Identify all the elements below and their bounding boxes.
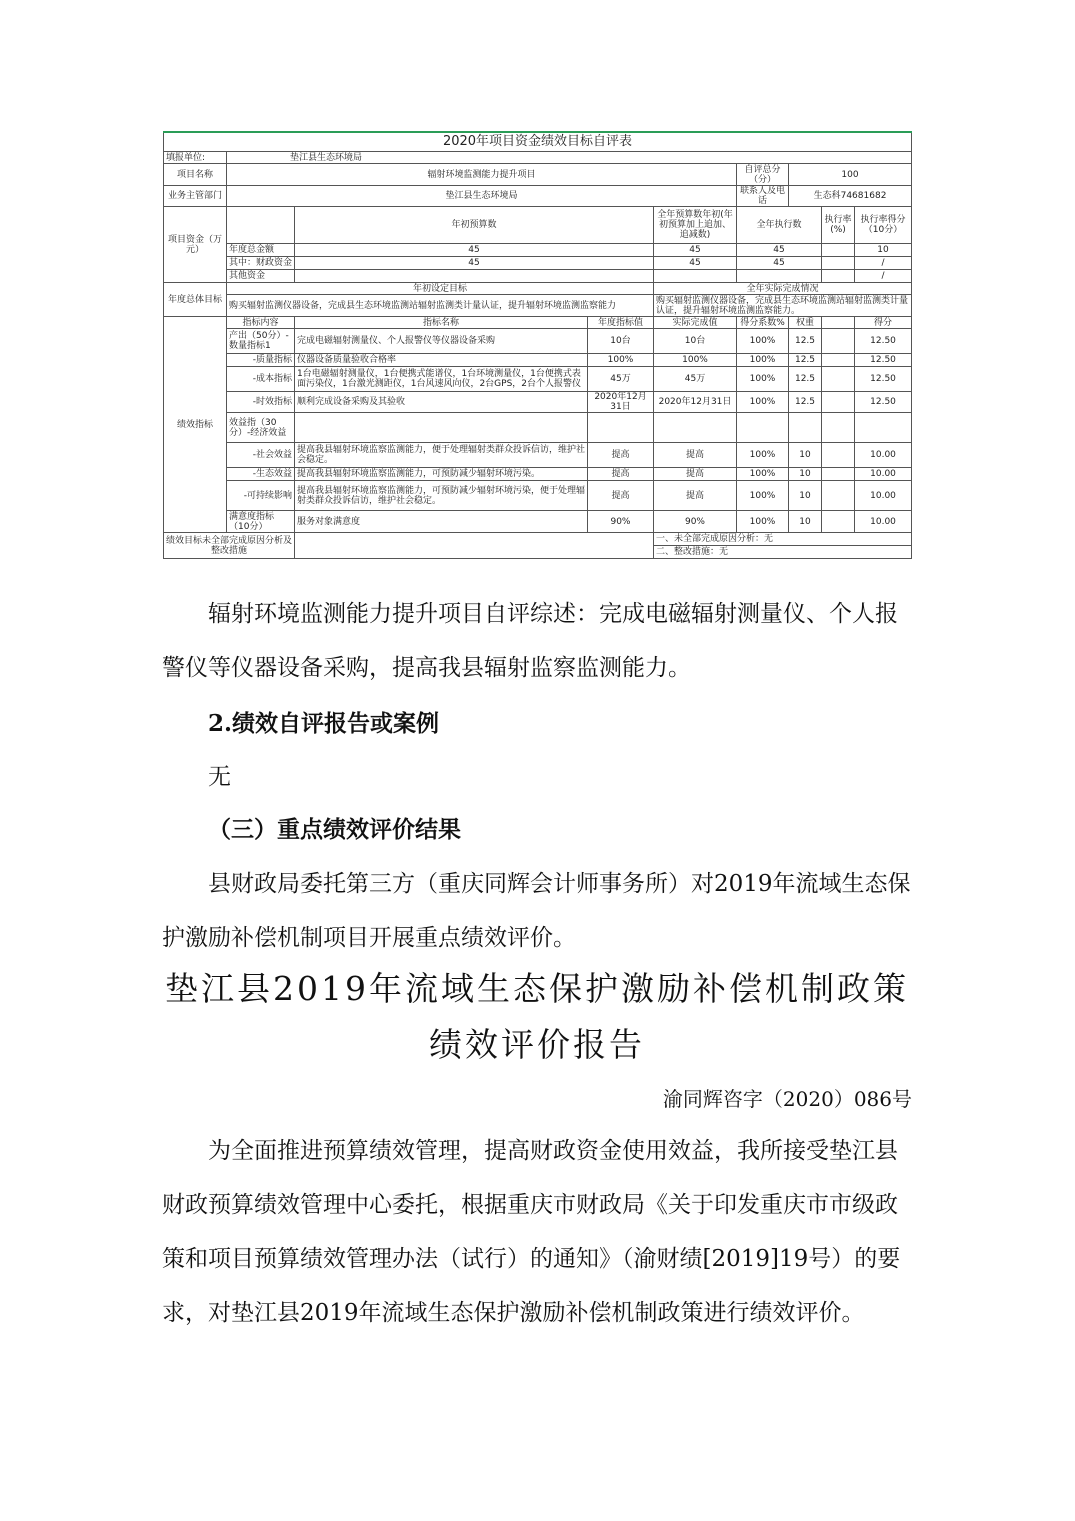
indicator-score: 10.00 (855, 443, 912, 468)
indicator-row (164, 468, 912, 481)
indicator-actual: 提高 (654, 468, 737, 481)
indicator-score: 12.50 (855, 329, 912, 354)
indicator-row (164, 511, 912, 533)
fund-exec: 45 (737, 244, 822, 257)
indicator-coefficient: 100% (737, 511, 789, 533)
dept-value: 垫江县生态环境局 (227, 186, 737, 207)
indicator-header-row (164, 317, 912, 329)
fund-rate (822, 244, 855, 257)
score-value: 100 (789, 164, 912, 186)
indicator-score: 12.50 (855, 392, 912, 413)
indicator-target: 100% (588, 354, 654, 367)
indicator-category: -可持续影响 (227, 481, 295, 511)
indicator-name: 1台电磁辐射测量仪，1台便携式能谱仪，1台环境测量仪，1台便携式表面污染仪，1台激光测距仪，1台风速风向仪，2台GPS，2台个人报警仪 (295, 367, 588, 392)
indicator-actual: 45万 (654, 367, 737, 392)
indicator-target: 90% (588, 511, 654, 533)
indicator-actual (654, 413, 737, 443)
indicator-actual: 提高 (654, 443, 737, 468)
indicator-score: 12.50 (855, 354, 912, 367)
fund-score: / (855, 270, 912, 283)
indicator-name: 顺利完成设备采购及其验收 (295, 392, 588, 413)
project-label: 项目名称 (164, 164, 227, 186)
indicator-blank (822, 511, 855, 533)
fund-row-label: 年度总金额 (227, 244, 295, 257)
goal-header-row (164, 283, 912, 295)
unit-value: 垫江县生态环境局 (227, 152, 912, 164)
indicator-category: -生态效益 (227, 468, 295, 481)
indicator-coefficient: 100% (737, 481, 789, 511)
section-heading-2: 2.绩效自评报告或案例 (208, 710, 440, 737)
fund-row-label: 其中：财政资金 (227, 257, 295, 270)
goal-done: 购买辐射监测仪器设备，完成县生态环境监测站辐射监测类计量认证，提升辐射环境监测监察能力。 (654, 295, 912, 317)
indicator-score: 10.00 (855, 511, 912, 533)
indicator-name: 服务对象满意度 (295, 511, 588, 533)
indicator-header (822, 317, 855, 329)
indicator-weight: 10 (789, 443, 822, 468)
unit-label: 填报单位: (164, 152, 227, 164)
evaluation-paragraph: 县财政局委托第三方（重庆同辉会计师事务所）对2019年流域生态保护激励补偿机制项目开展重点绩效评价。 (162, 871, 911, 951)
indicator-score: 10.00 (855, 468, 912, 481)
indicator-actual: 提高 (654, 481, 737, 511)
fund-row (164, 270, 912, 283)
indicator-row (164, 481, 912, 511)
indicator-name: 提高我县辐射环境监察监测能力，可预防减少辐射环境污染。 (295, 468, 588, 481)
table-title: 2020年项目资金绩效目标自评表 (164, 132, 912, 152)
indicator-blank (822, 367, 855, 392)
none-text: 无 (208, 764, 231, 790)
indicator-header: 得分 (855, 317, 912, 329)
indicator-header: 年度指标值 (588, 317, 654, 329)
report-title-line-2: 绩效评价报告 (429, 1025, 645, 1064)
fund-initial (295, 270, 654, 283)
indicator-row (164, 392, 912, 413)
col-rate: 执行率(%) (822, 207, 855, 244)
indicator-target (588, 413, 654, 443)
summary-paragraph: 辐射环境监测能力提升项目自评综述：完成电磁辐射测量仪、个人报警仪等仪器设备采购，提高我县辐射监察监测能力。 (162, 601, 898, 681)
reason-row (164, 533, 912, 546)
indicator-row (164, 413, 912, 443)
reason-analysis: 一、未全部完成原因分析：无 (654, 533, 912, 546)
indicator-name (295, 413, 588, 443)
indicator-coefficient: 100% (737, 392, 789, 413)
fund-score: 10 (855, 244, 912, 257)
indicator-blank (822, 481, 855, 511)
indicator-coefficient: 100% (737, 367, 789, 392)
intro-paragraph: 为全面推进预算绩效管理，提高财政资金使用效益，我所接受垫江县财政预算绩效管理中心委托，根据重庆市财政局《关于印发重庆市市级政策和项目预算绩效管理办法（试行）的通知》（渝财绩[2019]19号）的要求，对垫江县2019年流域生态保护激励补偿机制政策进行绩效评价。 (162, 1138, 901, 1326)
indicator-blank (822, 329, 855, 354)
score-label: 自评总分（分） (737, 164, 789, 186)
perf-label: 绩效指标 (164, 317, 227, 533)
reason-measures: 二、整改措施：无 (654, 546, 912, 559)
indicator-target: 提高 (588, 443, 654, 468)
fund-exec (737, 270, 822, 283)
fund-row-label: 其他资金 (227, 270, 295, 283)
indicator-coefficient: 100% (737, 354, 789, 367)
indicator-row (164, 443, 912, 468)
indicator-weight: 10 (789, 481, 822, 511)
fund-full: 45 (654, 244, 737, 257)
indicator-category: 产出（50分）-数量指标1 (227, 329, 295, 354)
indicator-category: -社会效益 (227, 443, 295, 468)
reason-label: 绩效目标未全部完成原因分析及整改措施 (164, 533, 295, 559)
project-value: 辐射环境监测能力提升项目 (227, 164, 737, 186)
indicator-coefficient: 100% (737, 329, 789, 354)
col-rate-score: 执行率得分（10分） (855, 207, 912, 244)
indicator-category: -时效指标 (227, 392, 295, 413)
document-number: 渝同辉咨字（2020）086号 (662, 1087, 912, 1111)
funds-label: 项目资金（万元） (164, 207, 227, 283)
fund-score: / (855, 257, 912, 270)
goal-set-header: 年初设定目标 (227, 283, 654, 295)
reason-blank (295, 533, 654, 559)
indicator-category: -质量指标 (227, 354, 295, 367)
goal-done-header: 全年实际完成情况 (654, 283, 912, 295)
indicator-target: 提高 (588, 468, 654, 481)
indicator-header: 得分系数% (737, 317, 789, 329)
section-heading-3: （三）重点绩效评价结果 (208, 816, 461, 843)
indicator-blank (822, 468, 855, 481)
indicator-weight (789, 413, 822, 443)
indicator-weight: 10 (789, 511, 822, 533)
fund-row (164, 244, 912, 257)
indicator-name: 完成电磁辐射测量仪、个人报警仪等仪器设备采购 (295, 329, 588, 354)
fund-rate (822, 257, 855, 270)
indicator-name: 仪器设备质量验收合格率 (295, 354, 588, 367)
indicator-category: -成本指标 (227, 367, 295, 392)
col-initial: 年初预算数 (295, 207, 654, 244)
indicator-actual: 90% (654, 511, 737, 533)
indicator-weight: 12.5 (789, 329, 822, 354)
indicator-score: 10.00 (855, 481, 912, 511)
goal-label: 年度总体目标 (164, 283, 227, 317)
fund-full: 45 (654, 257, 737, 270)
indicator-weight: 12.5 (789, 367, 822, 392)
indicator-blank (822, 413, 855, 443)
fund-row (164, 257, 912, 270)
indicator-header: 指标内容 (227, 317, 295, 329)
indicator-header: 实际完成值 (654, 317, 737, 329)
goal-set: 购买辐射监测仪器设备，完成县生态环境监测站辐射监测类计量认证，提升辐射环境监测监察能力 (227, 295, 654, 317)
indicator-weight: 10 (789, 468, 822, 481)
fund-initial: 45 (295, 257, 654, 270)
contact-value: 生态科74681682 (789, 186, 912, 207)
indicator-row (164, 367, 912, 392)
indicator-weight: 12.5 (789, 354, 822, 367)
fund-rate (822, 270, 855, 283)
indicator-name: 提高我县辐射环境监察监测能力，便于处理辐射类群众投诉信访，维护社会稳定。 (295, 443, 588, 468)
indicator-coefficient (737, 413, 789, 443)
indicator-score (855, 413, 912, 443)
indicator-coefficient: 100% (737, 468, 789, 481)
col-exec: 全年执行数 (737, 207, 822, 244)
indicator-row (164, 354, 912, 367)
indicator-target: 提高 (588, 481, 654, 511)
indicator-target: 45万 (588, 367, 654, 392)
indicator-blank (822, 354, 855, 367)
indicator-actual: 2020年12月31日 (654, 392, 737, 413)
contact-label: 联系人及电话 (737, 186, 789, 207)
indicator-weight: 12.5 (789, 392, 822, 413)
indicator-category: 效益指（30分）-经济效益 (227, 413, 295, 443)
fund-initial: 45 (295, 244, 654, 257)
indicator-actual: 100% (654, 354, 737, 367)
col-full: 全年预算数年初(年初预算加上追加、追减数) (654, 207, 737, 244)
indicator-coefficient: 100% (737, 443, 789, 468)
indicator-target: 2020年12月31日 (588, 392, 654, 413)
report-title-line-1: 垫江县2019年流域生态保护激励补偿机制政策 (165, 969, 909, 1008)
indicator-row (164, 329, 912, 354)
indicator-blank (822, 392, 855, 413)
dept-label: 业务主管部门 (164, 186, 227, 207)
indicator-header: 权重 (789, 317, 822, 329)
indicator-blank (822, 443, 855, 468)
indicator-header: 指标名称 (295, 317, 588, 329)
fund-exec: 45 (737, 257, 822, 270)
indicator-name: 提高我县辐射环境监察监测能力，可预防减少辐射环境污染，便于处理辐射类群众投诉信访，维护社会稳定。 (295, 481, 588, 511)
fund-full (654, 270, 737, 283)
goal-content-row (164, 295, 912, 317)
performance-self-evaluation-table (163, 131, 912, 559)
indicator-actual: 10台 (654, 329, 737, 354)
indicator-target: 10台 (588, 329, 654, 354)
indicator-category: 满意度指标（10分） (227, 511, 295, 533)
indicator-score: 12.50 (855, 367, 912, 392)
